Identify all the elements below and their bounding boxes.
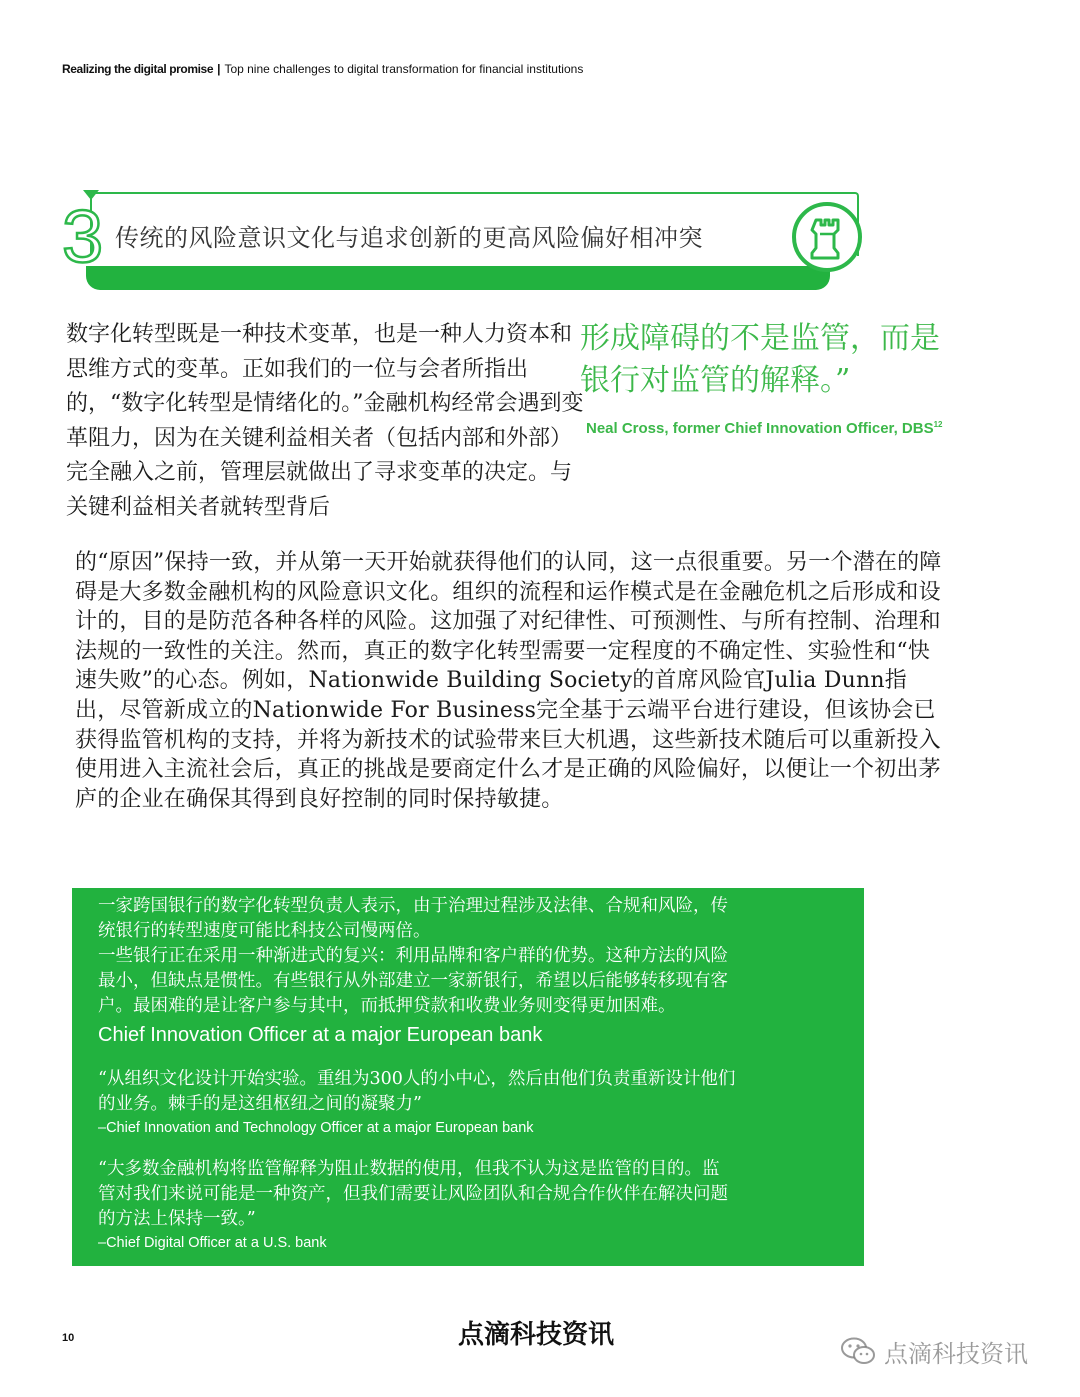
quote1-line: 统银行的转型速度可能比科技公司慢两倍。 — [98, 921, 431, 941]
footer-brand: 点滴科技资讯 — [458, 1320, 615, 1350]
pullquote-source — [586, 420, 1006, 437]
wechat-icon — [840, 1336, 876, 1366]
quote2-line: 的业务。棘手的是这组枢纽之间的凝聚力” — [98, 1094, 422, 1114]
report-subtitle: Top nine challenges to digital transformation for financial institutions — [224, 62, 584, 76]
quote1-line: 户。最困难的是让客户参与其中，而抵押贷款和收费业务则变得更加困难。 — [98, 996, 676, 1016]
quote1-line: 一些银行正在采用一种渐进式的复兴：利用品牌和客户群的优势。这种方法的风险 — [98, 946, 728, 966]
quote2-attribution: –Chief Innovation and Technology Officer at a major European bank — [98, 1120, 534, 1136]
banner-bar — [86, 266, 830, 290]
section-banner — [60, 186, 870, 296]
footnote-marker: 12 — [933, 420, 943, 429]
header-separator: | — [217, 62, 221, 76]
report-title: Realizing the digital promise — [62, 62, 214, 76]
rook-chess-piece-icon — [790, 200, 864, 274]
footer-watermark-text: 点滴科技资讯 — [884, 1340, 1028, 1368]
section-title: 传统的风险意识文化与追求创新的更高风险偏好相冲突 — [115, 224, 703, 252]
section-number: 3 — [62, 195, 104, 278]
intro-paragraph: 数字化转型既是一种技术变革，也是一种人力资本和思维方式的变革。正如我们的一位与会者所指出的，“数字化转型是情绪化的。”金融机构经常会遇到变革阻力，因为在关键利益相关者（包括内部和外部）完全融入之前，管理层就做出了寻求变革的决定。与关键利益相关者就转型背后 — [66, 322, 584, 520]
running-header — [62, 62, 762, 76]
quote3-attribution: –Chief Digital Officer at a U.S. bank — [98, 1235, 327, 1251]
page-number: 10 — [62, 1332, 75, 1344]
main-paragraph: 的“原因”保持一致，并从第一天开始就获得他们的认同，这一点很重要。另一个潜在的障碍是大多数金融机构的风险意识文化。组织的流程和运作模式是在金融危机之后形成和设计的，目的是防范各种各样的风险。这加强了对纪律性、可预测性、与所有控制、治理和法规的一致性的关注。然而，真正的数字化转型需要一定程度的不确定性、实验性和“快速失败”的心态。例如，Nationwide Building Society的首席风险官Julia Dunn指出，尽管新成立的Nationwide For Business完全基于云端平台进行建设，但该协会已获得监管机构的支持，并将为新技术的试验带来巨大机遇，这些新技术随后可以重新投入使用进入主流社会后，真正的挑战是要商定什么才是正确的风险偏好，以便让一个初出茅庐的企业在确保其得到良好控制的同时保持敏捷。 — [75, 550, 942, 812]
quote3-line: 的方法上保持一致。” — [98, 1209, 256, 1229]
pullquote-source-text: Neal Cross, former Chief Innovation Officer, DBS — [586, 420, 934, 437]
quote3-line: “大多数金融机构将监管解释为阻止数据的使用，但我不认为这是监管的目的。监 — [98, 1159, 720, 1179]
quote-box — [72, 888, 864, 1266]
quote3-line: 管对我们来说可能是一种资产，但我们需要让风险团队和合规合作伙伴在解决问题 — [98, 1184, 728, 1204]
quote1-line: 最小，但缺点是惯性。有些银行从外部建立一家新银行，希望以后能够转移现有客 — [98, 971, 728, 991]
quote1-line: 一家跨国银行的数字化转型负责人表示，由于治理过程涉及法律、合规和风险，传 — [98, 896, 728, 916]
pullquote: 形成障碍的不是监管，而是银行对监管的解释。” — [580, 321, 940, 398]
quote2-line: “从组织文化设计开始实验。重组为300人的小中心，然后由他们负责重新设计他们 — [98, 1069, 736, 1089]
quote1-attribution: Chief Innovation Officer at a major European bank — [98, 1024, 543, 1046]
